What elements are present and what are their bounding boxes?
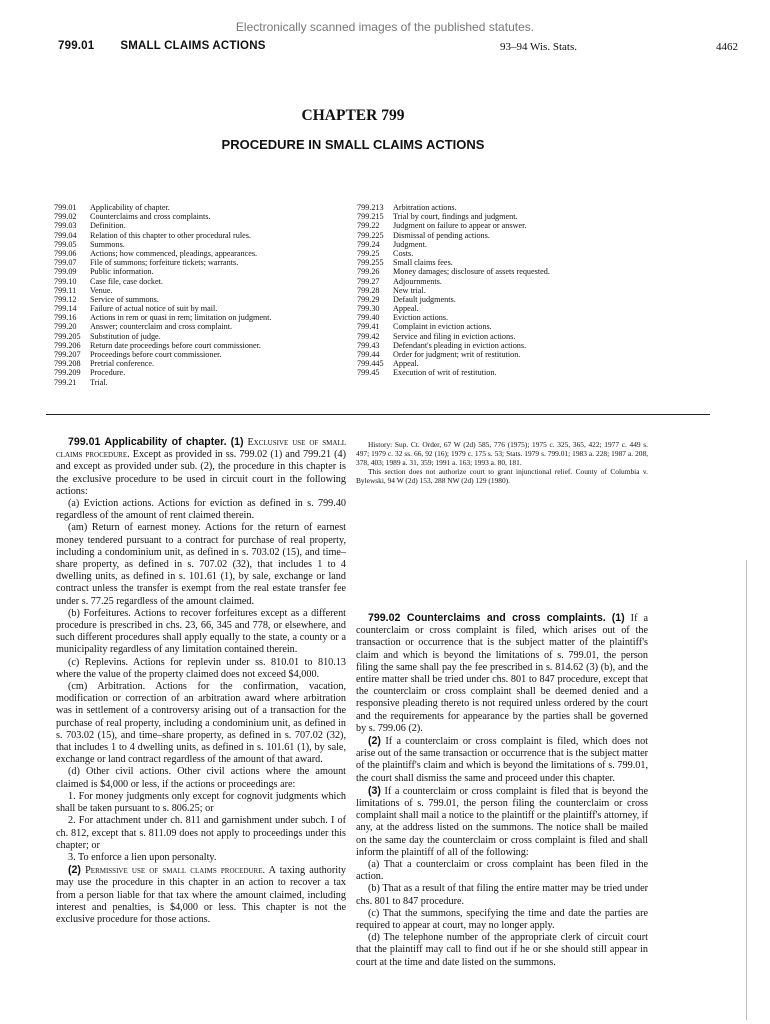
toc-title: Adjournments. bbox=[393, 276, 442, 286]
toc-entry bbox=[357, 249, 550, 258]
sec-799-01-intro bbox=[56, 436, 346, 498]
sec-799-02-sub1 bbox=[356, 612, 648, 735]
toc-entry bbox=[357, 332, 550, 341]
toc-left-column bbox=[54, 203, 271, 387]
toc-number: 799.28 bbox=[357, 285, 380, 295]
toc-title: Procedure. bbox=[90, 368, 126, 378]
subdivision-3: 3. To enforce a lien upon personalty. bbox=[68, 851, 217, 863]
toc-number: 799.225 bbox=[357, 230, 384, 240]
toc-title: Summons. bbox=[90, 239, 125, 249]
toc-title: Trial. bbox=[90, 377, 108, 387]
toc-entry bbox=[357, 304, 550, 313]
toc-title: Failure of actual notice of suit by mail. bbox=[90, 304, 218, 314]
body-right-column bbox=[356, 612, 648, 969]
toc-entry bbox=[357, 341, 550, 350]
scan-banner: Electronically scanned images of the published statutes. bbox=[235, 20, 535, 34]
toc-entry bbox=[357, 221, 550, 230]
toc-number: 799.04 bbox=[54, 230, 77, 240]
subsection-number: (1) bbox=[230, 436, 244, 448]
toc-title: Costs. bbox=[393, 248, 414, 258]
subsection-text: A taxing authority may use the procedure in this chapter in an action to recover a tax from a person liable for that tax where the amount claimed, including interest and penalties, is $4,000 or less. This chapter is not the exclusive procedure for those actions. bbox=[56, 865, 347, 925]
toc-title: Small claims fees. bbox=[393, 258, 453, 268]
toc-title: Service and filing in eviction actions. bbox=[393, 331, 516, 341]
header-section-number: 799.01 bbox=[58, 40, 95, 52]
toc-title: Substitution of judge. bbox=[90, 331, 161, 341]
toc-entry bbox=[54, 350, 271, 359]
toc-number: 799.16 bbox=[54, 313, 77, 323]
toc-entry bbox=[54, 341, 271, 350]
subdivision-2: 2. For attachment under ch. 811 and garnishment under subch. I of ch. 812, except that s. 811.09 does not apply to proceedings under this chapter; or bbox=[56, 815, 346, 851]
toc-title: Order for judgment; writ of restitution. bbox=[393, 350, 521, 359]
toc-entry bbox=[54, 322, 271, 331]
toc-title: Eviction actions. bbox=[393, 313, 449, 323]
toc-number: 799.40 bbox=[357, 313, 380, 323]
toc-entry bbox=[54, 240, 271, 249]
toc-number: 799.22 bbox=[357, 221, 380, 231]
toc-number: 799.209 bbox=[54, 368, 81, 378]
toc-title: Appeal. bbox=[393, 304, 419, 314]
section-heading: 799.02 Counterclaims and cross complaints. bbox=[368, 612, 606, 624]
header-edition: 93–94 Wis. Stats. bbox=[500, 41, 577, 53]
toc-title: Venue. bbox=[90, 285, 113, 295]
toc-title: Defendant's pleading in eviction actions. bbox=[393, 340, 527, 350]
paragraph-cm: (cm) Arbitration. Actions for the confirmation, vacation, modification or correction of an arbitration award where arbitration was in settlement of a controversy arising out of a transaction for the purchase of real property, including a condominium unit, as defined in s. 703.02 (15), and time–share property, as defined in s. 707.02 (32), that includes 1 to 4 dwelling units, as defined in s. 101.61 (1), by sale, exchange or land contract regardless of the amount of that award. bbox=[56, 681, 346, 766]
paragraph-d: (d) The telephone number of the appropriate clerk of circuit court that the plaintiff may call to find out if he or she should still appear in court at the time and date listed on the summons. bbox=[356, 932, 648, 968]
subsection-number: (3) bbox=[368, 784, 381, 797]
toc-title: Applicability of chapter. bbox=[90, 203, 170, 212]
toc-title: Answer; counterclaim and cross complaint. bbox=[90, 322, 233, 332]
section-divider bbox=[46, 414, 710, 415]
page-number: 4462 bbox=[716, 41, 738, 53]
toc-number: 799.206 bbox=[54, 340, 81, 350]
subsection-text: Except as provided in ss. 799.02 (1) and 799.21 (4) and except as provided under sub. (2), the procedure in this chapter is the exclusive procedure to be used in circuit court in the following actions: bbox=[56, 449, 346, 497]
toc-number: 799.41 bbox=[357, 322, 380, 332]
toc-entry bbox=[54, 267, 271, 276]
toc-number: 799.11 bbox=[54, 285, 77, 295]
sec-799-02-sub2 bbox=[356, 735, 648, 785]
sec-799-01-continuation bbox=[356, 440, 648, 485]
toc-number: 799.05 bbox=[54, 239, 77, 249]
toc-entry bbox=[357, 267, 550, 276]
toc-number: 799.29 bbox=[357, 294, 380, 304]
toc-entry bbox=[54, 359, 271, 368]
toc-title: Trial by court, findings and judgment. bbox=[393, 212, 518, 222]
toc-entry bbox=[357, 322, 550, 331]
toc-entry bbox=[54, 249, 271, 258]
toc-entry bbox=[357, 240, 550, 249]
subdivision-1: 1. For money judgments only except for cognovit judgments which shall be taken pursuant to s. 806.25; or bbox=[56, 790, 346, 815]
toc-number: 799.42 bbox=[357, 331, 380, 341]
subsection-label: Exclusive use of small claims procedure. bbox=[56, 437, 346, 461]
paragraph-a: (a) Eviction actions. Actions for eviction as defined in s. 799.40 regardless of the amount of rent claimed therein. bbox=[56, 498, 346, 522]
toc-number: 799.21 bbox=[54, 377, 77, 387]
toc-entry bbox=[54, 277, 271, 286]
subsection-text: If a counterclaim or cross complaint is filed that is beyond the limitations of s. 799.01, the person filing the counterclaim or cross complaint shall mail a notice to the plaintiff or the plaintiff's attorney, if any, at the address listed on the summons. The notice shall be mailed on the same day the counterclaim or cross complaint is filed and shall inform the plaintiff of all of the following: bbox=[356, 785, 649, 858]
toc-number: 799.207 bbox=[54, 350, 81, 359]
toc-entry bbox=[54, 313, 271, 322]
running-header-left bbox=[58, 40, 266, 52]
toc-entry bbox=[54, 332, 271, 341]
toc-title: Judgment on failure to appear or answer. bbox=[393, 221, 527, 231]
subsection-text: If a counterclaim or cross complaint is filed, which does not arise out of the same transaction or occurrence that is the subject matter of the plaintiff's claim and which is beyond the limitations of s. 799.01, the court shall dismiss the same and proceed under this chapter. bbox=[356, 736, 649, 784]
toc-number: 799.43 bbox=[357, 340, 380, 350]
toc-entry bbox=[54, 304, 271, 313]
toc-title: Proceedings before court commissioner. bbox=[90, 350, 222, 359]
toc-number: 799.27 bbox=[357, 276, 380, 286]
toc-number: 799.14 bbox=[54, 304, 77, 314]
toc-title: Dismissal of pending actions. bbox=[393, 230, 490, 240]
toc-number: 799.45 bbox=[357, 368, 380, 378]
toc-title: Execution of writ of restitution. bbox=[393, 368, 497, 378]
toc-title: Actions in rem or quasi in rem; limitation on judgment. bbox=[90, 313, 272, 323]
chapter-title: PROCEDURE IN SMALL CLAIMS ACTIONS bbox=[221, 137, 485, 152]
toc-entry bbox=[357, 277, 550, 286]
toc-title: Service of summons. bbox=[90, 294, 159, 304]
toc-entry bbox=[54, 212, 271, 221]
toc-number: 799.213 bbox=[357, 203, 384, 212]
toc-entry bbox=[54, 258, 271, 267]
toc-entry bbox=[54, 378, 271, 387]
toc-title: Appeal. bbox=[393, 359, 419, 369]
toc-number: 799.25 bbox=[357, 248, 380, 258]
paragraph-b: (b) Forfeitures. Actions to recover forfeitures except as a different procedure is prescribed in chs. 23, 66, 345 and 778, or elsewhere, and such different procedures shall apply equally to the state, a county or a municipality regardless of any limitation contained therein. bbox=[56, 607, 346, 656]
toc-title: File of summons; forfeiture tickets; warrants. bbox=[90, 258, 239, 268]
annotation-note: This section does not authorize court to grant injunctional relief. County of Columbia v. Bylewski, 94 W (2d) 153, 288 NW (2d) 129 (1980). bbox=[356, 467, 648, 485]
toc-number: 799.445 bbox=[357, 359, 384, 369]
toc-entry bbox=[357, 350, 550, 359]
header-title: SMALL CLAIMS ACTIONS bbox=[120, 40, 266, 52]
toc-entry bbox=[357, 368, 550, 377]
toc-entry bbox=[357, 258, 550, 267]
toc-entry bbox=[54, 203, 271, 212]
toc-number: 799.24 bbox=[357, 239, 380, 249]
toc-number: 799.07 bbox=[54, 258, 77, 268]
toc-entry bbox=[357, 231, 550, 240]
toc-title: Relation of this chapter to other procedural rules. bbox=[90, 230, 251, 240]
paragraph-c: (c) Replevins. Actions for replevin under ss. 810.01 to 810.13 where the value of the property claimed does not exceed $4,000. bbox=[56, 656, 346, 680]
toc-number: 799.255 bbox=[357, 258, 384, 268]
toc-title: Default judgments. bbox=[393, 294, 456, 304]
toc-entry bbox=[54, 231, 271, 240]
toc-number: 799.02 bbox=[54, 212, 77, 222]
toc-title: Case file, case docket. bbox=[90, 276, 163, 286]
paragraph-a: (a) That a counterclaim or cross complaint has been filed in the action. bbox=[356, 859, 648, 883]
subsection-text: If a counterclaim or cross complaint is filed, which arises out of the transaction or occurrence that is the subject matter of the plaintiff's claim and which is beyond the limitations of s. 799.01, the person filing the same shall pay the fee prescribed in s. 814.62 (3) (b), and the entire matter shall be tried under chs. 801 to 847 procedure, except that the counterclaim or cross complaint shall be deemed denied and a responsive pleading thereto is not required unless ordered by the court and the requirements for appearance by the parties shall be governed by s. 799.06 (2). bbox=[356, 613, 649, 734]
toc-number: 799.26 bbox=[357, 267, 380, 277]
toc-title: Actions; how commenced, pleadings, appearances. bbox=[90, 248, 258, 258]
toc-number: 799.208 bbox=[54, 359, 81, 369]
toc-title: Pretrial conference. bbox=[90, 359, 155, 369]
paragraph-b: (b) That as a result of that filing the entire matter may be tried under chs. 801 to 847 procedure. bbox=[356, 883, 648, 907]
scan-edge-line bbox=[746, 560, 747, 1020]
paragraph-am: (am) Return of earnest money. Actions for the return of earnest money tendered pursuant to a contract for purchase of real property, including a condominium unit, as defined in s. 703.02 (15), and time–share property, as defined in s. 707.02 (32), that includes 1 to 4 dwelling units, as defined in s. 101.61 (1), by sale, exchange or land contract unless the transfer is exempt from the real estate transfer fee under s. 77.25 regardless of the amount claimed. bbox=[56, 522, 346, 607]
toc-number: 799.06 bbox=[54, 248, 77, 258]
toc-title: Definition. bbox=[90, 221, 126, 231]
toc-title: New trial. bbox=[393, 285, 426, 295]
toc-number: 799.30 bbox=[357, 304, 380, 314]
subsection-number: (1) bbox=[611, 612, 625, 624]
subsection-number: (2) bbox=[368, 735, 381, 748]
toc-number: 799.12 bbox=[54, 294, 77, 304]
toc-title: Money damages; disclosure of assets requested. bbox=[393, 267, 550, 277]
toc-entry bbox=[54, 368, 271, 377]
toc-right-column bbox=[357, 203, 550, 378]
paragraph-c: (c) That the summons, specifying the time and date the parties are required to appear at court, may no longer apply. bbox=[356, 907, 648, 932]
subsection-label: Permissive use of small claims procedure. bbox=[85, 865, 266, 877]
toc-number: 799.01 bbox=[54, 203, 77, 212]
running-header-right bbox=[500, 41, 738, 53]
toc-number: 799.44 bbox=[357, 350, 380, 359]
toc-entry bbox=[357, 359, 550, 368]
chapter-number: CHAPTER 799 bbox=[301, 107, 405, 124]
toc-number: 799.10 bbox=[54, 276, 77, 286]
toc-entry bbox=[54, 286, 271, 295]
toc-title: Return date proceedings before court commissioner. bbox=[90, 340, 261, 350]
history-note: History: Sup. Ct. Order, 67 W (2d) 585, 776 (1975); 1975 c. 325, 365, 422; 1977 c. 449 s. 497; 1979 c. 32 ss. 66, 92 (16); 1979 c. 175 s. 53; Stats. 1979 s. 799.01; 1983 a. 228; 1987 a. 208, 378, 403; 1989 a. 31, 359; 1991 a. 163; 1993 a. 80, 181. bbox=[356, 440, 648, 467]
toc-entry bbox=[357, 286, 550, 295]
toc-number: 799.20 bbox=[54, 322, 77, 332]
section-heading: 799.01 Applicability of chapter. bbox=[68, 436, 227, 448]
toc-entry bbox=[357, 212, 550, 221]
subsection-2 bbox=[56, 864, 346, 926]
paragraph-d: (d) Other civil actions. Other civil actions where the amount claimed is $4,000 or less, if the actions or proceedings are: bbox=[56, 766, 346, 790]
toc-entry bbox=[357, 203, 550, 212]
toc-title: Arbitration actions. bbox=[393, 203, 457, 212]
body-left-column bbox=[56, 436, 346, 926]
toc-title: Counterclaims and cross complaints. bbox=[90, 212, 211, 222]
subsection-number: (2) bbox=[68, 864, 81, 877]
toc-number: 799.09 bbox=[54, 267, 77, 277]
toc-title: Complaint in eviction actions. bbox=[393, 322, 492, 332]
toc-entry bbox=[357, 313, 550, 322]
toc-entry bbox=[54, 221, 271, 230]
toc-title: Judgment. bbox=[393, 239, 427, 249]
toc-title: Public information. bbox=[90, 267, 154, 277]
sec-799-02-sub3 bbox=[356, 785, 648, 859]
toc-number: 799.205 bbox=[54, 331, 81, 341]
toc-number: 799.03 bbox=[54, 221, 77, 231]
toc-entry bbox=[54, 295, 271, 304]
toc-number: 799.215 bbox=[357, 212, 384, 222]
toc-entry bbox=[357, 295, 550, 304]
